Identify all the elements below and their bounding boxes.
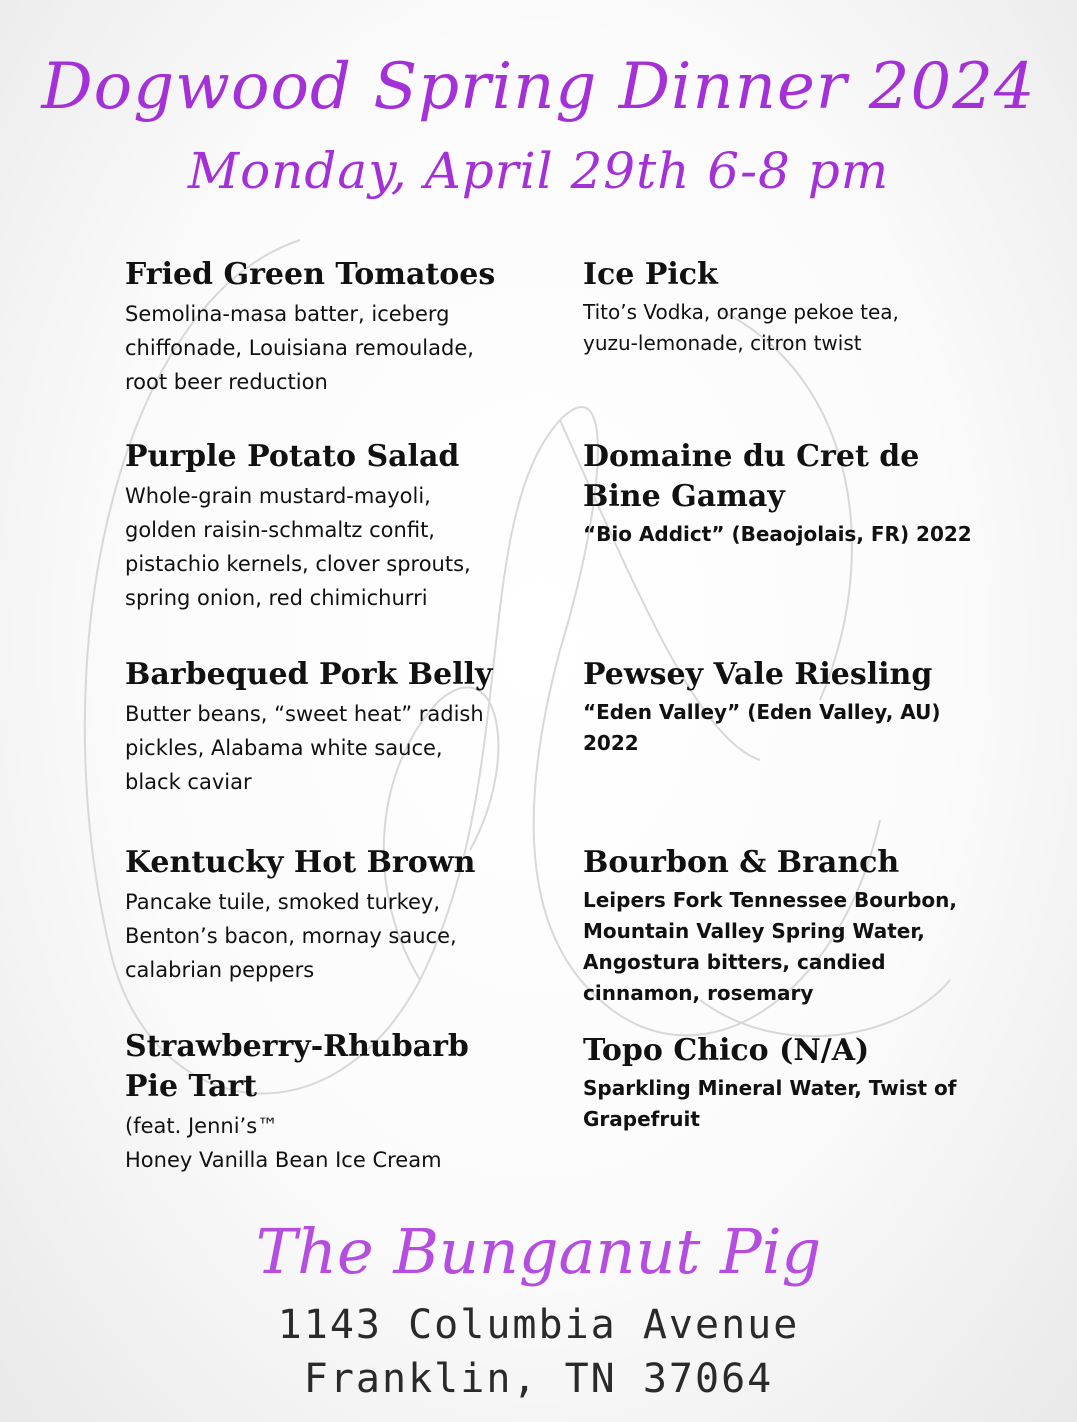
pairing-description: “Bio Addict” (Beaojolais, FR) 2022	[583, 522, 972, 546]
course-description: Butter beans, “sweet heat” radish pickles, Alabama white sauce, black caviar	[125, 702, 484, 794]
event-date: Monday, April 29th 6-8 pm	[187, 142, 890, 200]
pairing-description: Tito’s Vodka, orange pekoe tea, yuzu-lemonade, citron twist	[583, 300, 899, 355]
course-item	[125, 843, 545, 987]
address-line-2: Franklin, TN 37064	[303, 1356, 774, 1402]
pairing-description: Sparkling Mineral Water, Twist of Grapefruit	[583, 1076, 957, 1131]
course-item	[125, 655, 545, 799]
pairing-name: Bourbon & Branch	[583, 845, 900, 880]
course-description: Semolina-masa batter, iceberg chiffonade, Louisiana remoulade, root beer reduction	[125, 302, 474, 394]
course-description: (feat. Jenni’s™ Honey Vanilla Bean Ice Cream	[125, 1114, 442, 1172]
pairing-name: Topo Chico (N/A)	[583, 1033, 870, 1068]
course-name: Barbequed Pork Belly	[125, 657, 493, 692]
pairing-item	[583, 255, 1003, 359]
course-description: Pancake tuile, smoked turkey, Benton’s bacon, mornay sauce, calabrian peppers	[125, 890, 457, 982]
course-item	[125, 255, 545, 399]
pairing-description: “Eden Valley” (Eden Valley, AU) 2022	[583, 700, 941, 755]
course-name: Kentucky Hot Brown	[125, 845, 476, 880]
pairing-item	[583, 1031, 1003, 1135]
course-name: Purple Potato Salad	[125, 439, 460, 474]
course-name: Fried Green Tomatoes	[125, 257, 496, 292]
pairing-item	[583, 655, 1003, 759]
course-name: Strawberry-Rhubarb Pie Tart	[125, 1029, 469, 1104]
course-description: Whole-grain mustard-mayoli, golden raisin-schmaltz confit, pistachio kernels, clover sprouts, spring onion, red chimichurri	[125, 484, 471, 610]
address-line-1: 1143 Columbia Avenue	[277, 1302, 800, 1348]
pairing-item	[583, 437, 1003, 550]
pairing-name: Ice Pick	[583, 257, 718, 292]
pairing-name: Domaine du Cret de Bine Gamay	[583, 439, 920, 514]
pairing-name: Pewsey Vale Riesling	[583, 657, 933, 692]
pairing-item	[583, 843, 1003, 1009]
course-item	[125, 437, 545, 615]
course-item	[125, 1027, 545, 1177]
pairing-description: Leipers Fork Tennessee Bourbon, Mountain Valley Spring Water, Angostura bitters, candied cinnamon, rosemary	[583, 888, 957, 1005]
event-title: Dogwood Spring Dinner 2024	[41, 50, 1036, 124]
venue-name: The Bunganut Pig	[255, 1215, 822, 1288]
